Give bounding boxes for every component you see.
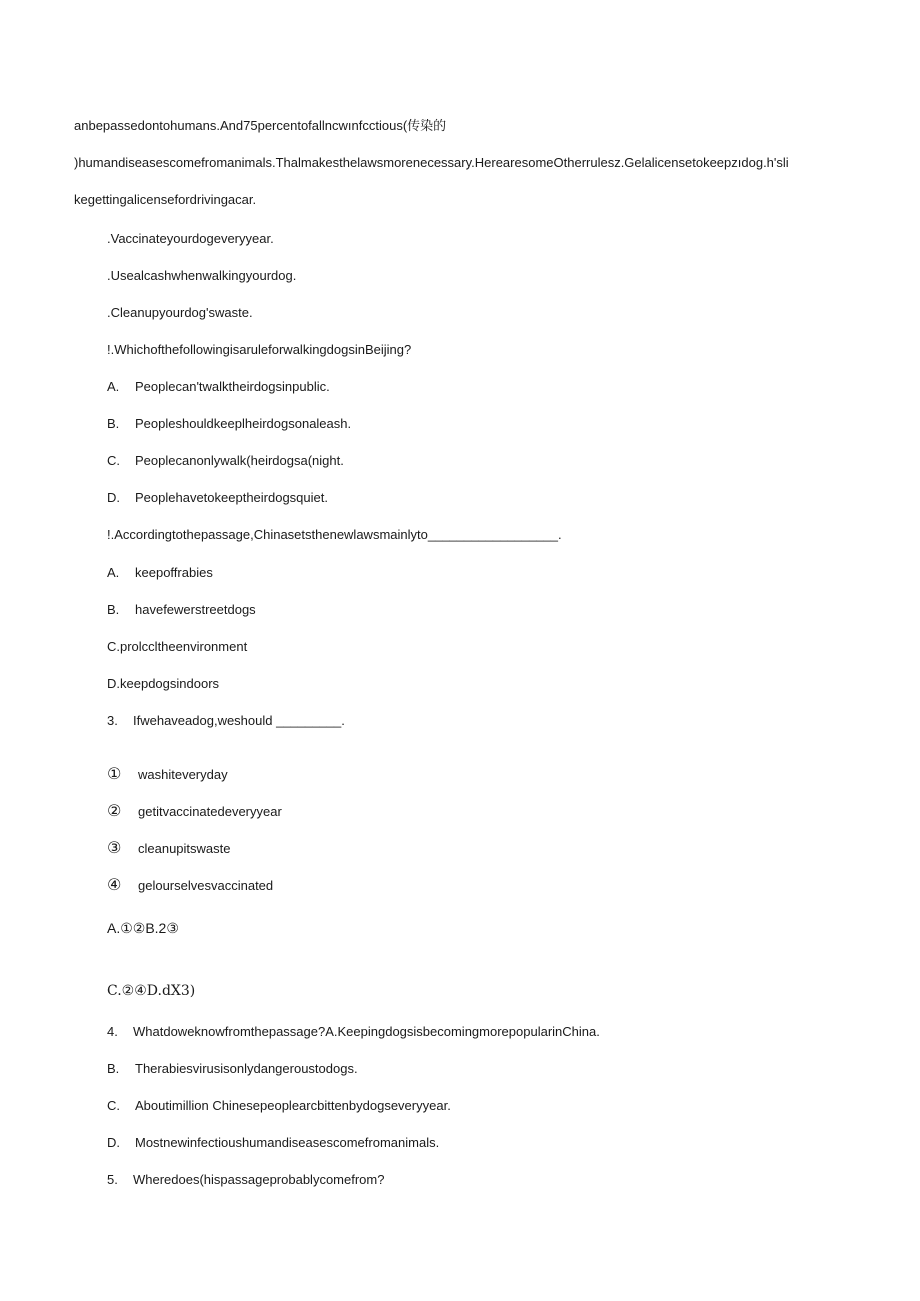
question-4-option-b <box>107 1061 358 1077</box>
question-3-choices-ab: A.①②B.2③ <box>107 920 179 936</box>
option-text: Peoplecan'twalktheirdogsinpublic. <box>135 379 330 394</box>
rule-item: .Cleanupyourdog'swaste. <box>107 305 253 320</box>
passage-line-2: )humandiseasescomefromanimals.Thalmakesthelawsmorenecessary.HerearesomeOtherrulesz.Gelalicensetokeepzıdog.h'sli <box>74 155 789 170</box>
option-text: Peoplehavetokeeptheirdogsquiet. <box>135 490 328 505</box>
question-4-stem <box>107 1024 600 1040</box>
option-text: Peoplecanonlywalk(heirdogsa(night. <box>135 453 344 468</box>
rule-item: .Usealcashwhenwalkingyourdog. <box>107 268 297 283</box>
option-text: Mostnewinfectioushumandiseasescomefromanimals. <box>135 1135 440 1150</box>
passage-line-1: anbepassedontohumans.And75percentofallncwınfcctious(传染的 <box>74 118 447 133</box>
question-3-stem <box>107 713 345 729</box>
question-5-stem <box>107 1172 384 1188</box>
question-1-option-c <box>107 453 344 469</box>
question-4-option-d <box>107 1135 439 1151</box>
circled-number-4: ④ <box>107 875 122 894</box>
item-text: washiteveryday <box>138 767 228 782</box>
question-5-stem-text: Wheredoes(hispassageprobablycomefrom? <box>133 1172 385 1187</box>
question-3-choices-cd: C.②④D.dX3) <box>107 983 196 999</box>
option-text: Therabiesvirusisonlydangeroustodogs. <box>135 1061 358 1076</box>
question-2-stem <box>107 527 562 543</box>
question-4-stem-text: Whatdoweknowfromthepassage?A.KeepingdogsisbecomingmorepopularinChina. <box>133 1024 600 1039</box>
question-number: 5. <box>107 1172 118 1187</box>
question-number: 4. <box>107 1024 118 1039</box>
question-3-item-4 <box>107 877 273 894</box>
question-4-option-c <box>107 1098 451 1114</box>
option-letter: B. <box>107 602 120 617</box>
question-1-option-a <box>107 379 330 395</box>
question-2-option-a <box>107 565 213 581</box>
circled-number-3: ③ <box>107 838 122 857</box>
question-3-item-3 <box>107 840 231 857</box>
item-text: getitvaccinatedeveryyear <box>138 804 282 819</box>
item-text: gelourselvesvaccinated <box>138 878 274 893</box>
option-text: Peopleshouldkeeplheirdogsonaleash. <box>135 416 352 431</box>
circled-number-1: ① <box>107 764 122 783</box>
option-text: keepoffrabies <box>135 565 213 580</box>
rule-item: .Vaccinateyourdogeveryyear. <box>107 231 274 246</box>
question-3-stem-text: Ifwehaveadog,weshould <box>133 713 273 728</box>
option-letter: A. <box>107 565 120 580</box>
question-1-option-b <box>107 416 351 432</box>
option-letter: C. <box>107 1098 120 1113</box>
question-2-option-b <box>107 602 256 618</box>
option-letter: D. <box>107 490 120 505</box>
option-text: havefewerstreetdogs <box>135 602 256 617</box>
question-1-stem: !.WhichofthefollowingisaruleforwalkingdogsinBeijing? <box>107 342 412 357</box>
answer-blank: __________________. <box>427 527 562 542</box>
answer-blank: _________. <box>276 713 345 728</box>
question-3-item-1 <box>107 766 228 783</box>
question-1-option-d <box>107 490 328 506</box>
option-letter: D. <box>107 1135 120 1150</box>
option-text: Aboutimillion Chinesepeoplearcbittenbydogseveryyear. <box>135 1098 451 1113</box>
item-text: cleanupitswaste <box>138 841 231 856</box>
question-2-stem-text: !.Accordingtothepassage,Chinasetsthenewlawsmainlyto <box>107 527 428 542</box>
question-number: 3. <box>107 713 118 728</box>
question-3-item-2 <box>107 803 282 820</box>
option-letter: C. <box>107 453 120 468</box>
option-letter: A. <box>107 379 120 394</box>
option-letter: B. <box>107 416 120 431</box>
passage-line-3: kegettingalicensefordrivingacar. <box>74 192 257 207</box>
question-2-option-d: D.keepdogsindoors <box>107 676 220 691</box>
option-letter: B. <box>107 1061 120 1076</box>
circled-number-2: ② <box>107 801 122 820</box>
question-2-option-c: C.prolccltheenvironment <box>107 639 248 654</box>
